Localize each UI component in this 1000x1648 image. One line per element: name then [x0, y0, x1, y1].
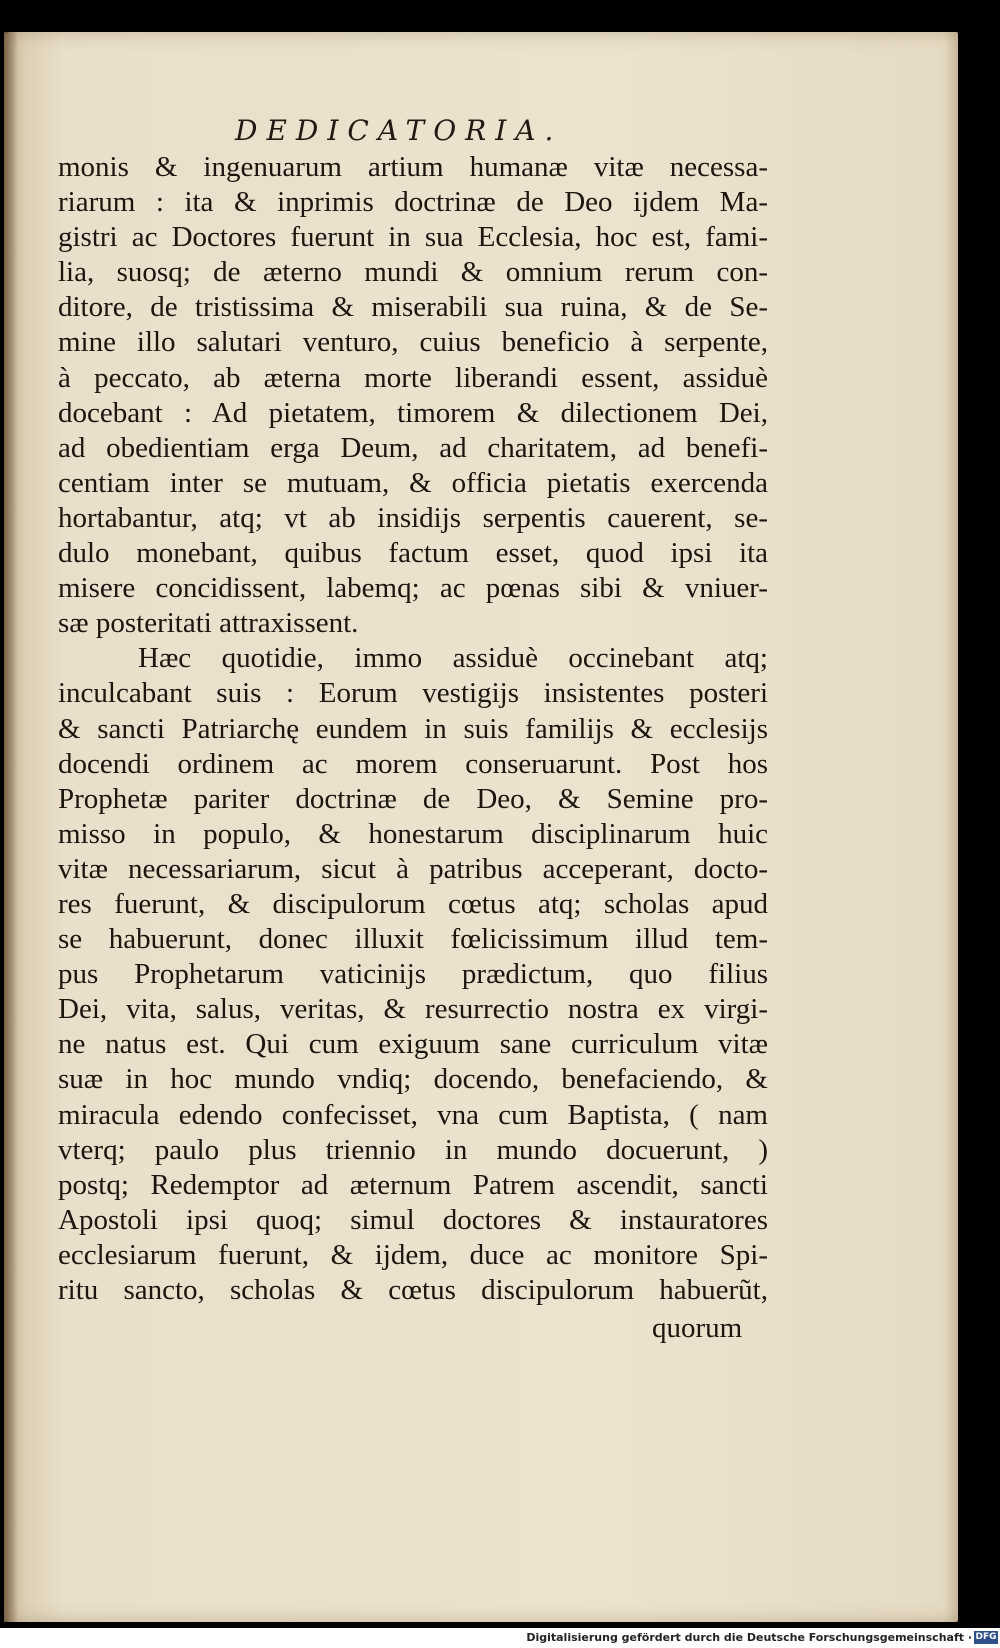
text-line: Hæc quotidie, immo assiduè occinebant atq;	[138, 642, 768, 675]
text-line: misso in populo, & honestarum disciplinarum huic	[58, 817, 768, 850]
footer-bar	[0, 1628, 1000, 1648]
running-head: DEDICATORIA.	[235, 114, 563, 147]
footer-credit: Digitalisierung gefördert durch die Deutsche Forschungsgemeinschaft ·	[526, 1631, 972, 1644]
text-line: riarum : ita & inprimis doctrinæ de Deo ijdem Ma-	[58, 186, 768, 219]
text-line: Prophetæ pariter doctrinæ de Deo, & Semine pro-	[58, 782, 768, 815]
text-line: à peccato, ab æterna morte liberandi essent, assiduè	[58, 361, 768, 394]
text-line: ecclesiarum fuerunt, & ijdem, duce ac monitore Spi-	[58, 1238, 768, 1271]
text-line: centiam inter se mutuam, & officia pietatis exercenda	[58, 466, 768, 499]
text-line: se habuerunt, donec illuxit fœlicissimum illud tem-	[58, 923, 768, 956]
dfg-logo: DFG	[975, 1632, 997, 1642]
text-line: suæ in hoc mundo vndiq; docendo, benefaciendo, &	[58, 1063, 768, 1096]
text-line: ad obedientiam erga Deum, ad charitatem, ad benefi-	[58, 431, 768, 464]
text-line: postq; Redemptor ad æternum Patrem ascendit, sancti	[58, 1168, 768, 1201]
text-line: docendi ordinem ac morem conseruarunt. Post hos	[58, 747, 768, 780]
text-line: gistri ac Doctores fuerunt in sua Ecclesia, hoc est, fami-	[58, 221, 768, 254]
text-line: mine illo salutari venturo, cuius beneficio à serpente,	[58, 326, 768, 359]
text-line: res fuerunt, & discipulorum cœtus atq; scholas apud	[58, 887, 768, 920]
text-line: vterq; paulo plus triennio in mundo docuerunt, )	[58, 1133, 768, 1166]
text-line: & sancti Patriarchę eundem in suis familijs & ecclesijs	[58, 712, 768, 745]
body-text	[58, 150, 768, 1308]
catchword: quorum	[652, 1312, 743, 1344]
text-line: Dei, vita, salus, veritas, & resurrectio nostra ex virgi-	[58, 993, 768, 1026]
text-line: misere concidissent, labemq; ac pœnas sibi & vniuer-	[58, 572, 768, 605]
text-line: ne natus est. Qui cum exiguum sane curriculum vitæ	[58, 1028, 768, 1061]
text-line: inculcabant suis : Eorum vestigijs insistentes posteri	[58, 677, 768, 710]
text-line: lia, suosq; de æterno mundi & omnium rerum con-	[58, 256, 768, 289]
gutter-shadow	[4, 32, 18, 1622]
text-line: monis & ingenuarum artium humanæ vitæ necessa-	[58, 151, 768, 183]
text-line: hortabantur, atq; vt ab insidijs serpentis cauerent, se-	[58, 501, 768, 534]
text-line: Apostoli ipsi quoq; simul doctores & instauratores	[58, 1203, 768, 1236]
text-line: pus Prophetarum vaticinijs prædictum, quo filius	[58, 958, 768, 991]
text-line: docebant : Ad pietatem, timorem & dilectionem Dei,	[58, 396, 768, 429]
text-line: sæ posteritati attraxissent.	[58, 607, 359, 640]
text-line: ritu sancto, scholas & cœtus discipulorum habuerũt,	[58, 1274, 768, 1306]
text-line: vitæ necessariarum, sicut à patribus acceperant, docto-	[58, 852, 768, 885]
text-line: miracula edendo confecisset, vna cum Baptista, ( nam	[58, 1098, 768, 1131]
text-line: ditore, de tristissima & miserabili sua ruina, & de Se-	[58, 291, 768, 324]
text-line: dulo monebant, quibus factum esset, quod ipsi ita	[58, 537, 768, 570]
